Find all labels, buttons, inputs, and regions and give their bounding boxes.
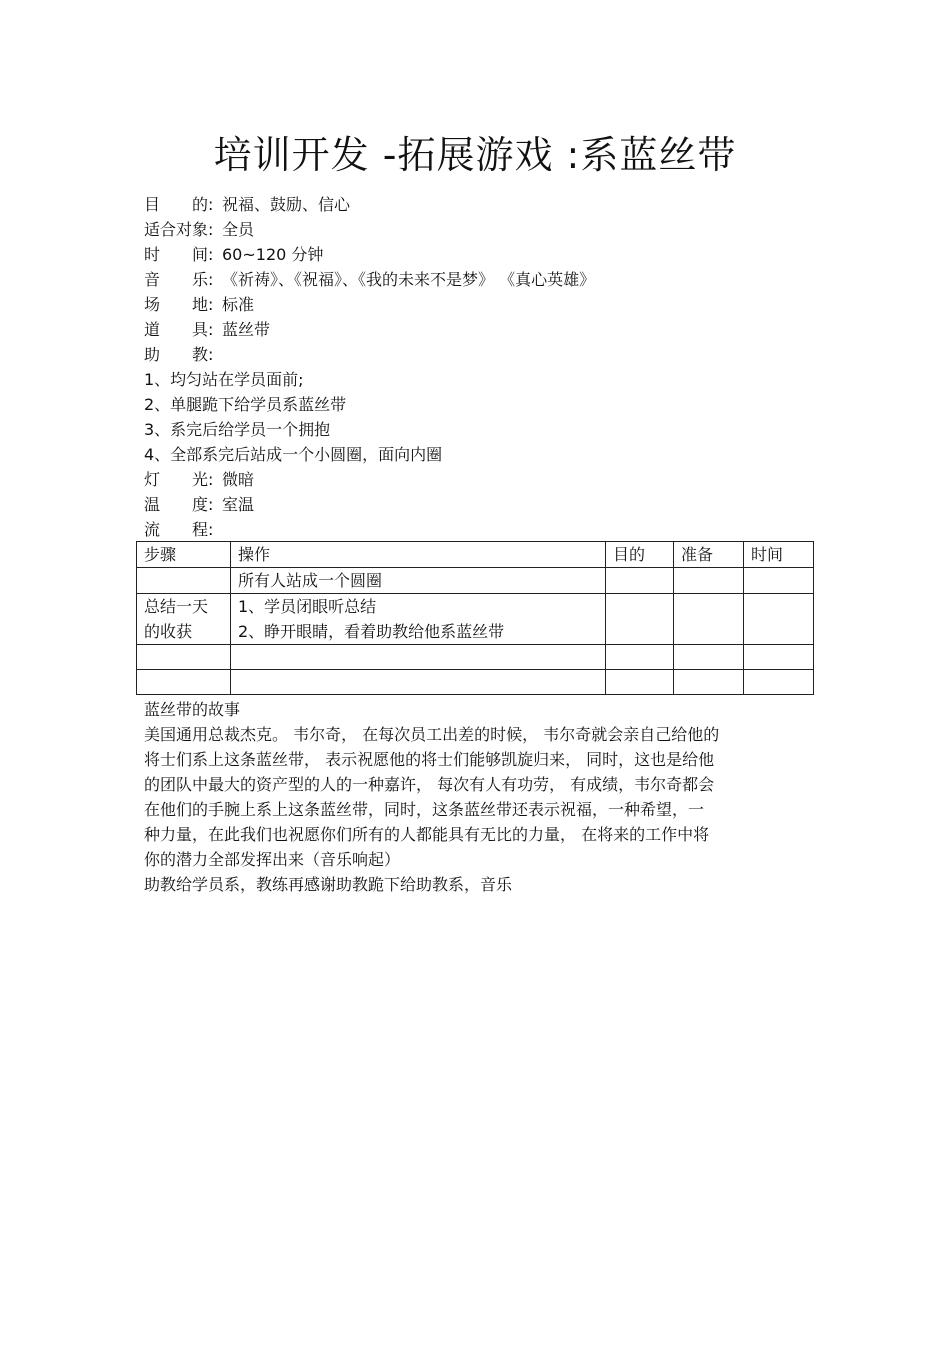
field-row-purpose [144,192,595,217]
step-item: 1、均匀站在学员面前; [144,370,304,389]
table-cell [137,670,231,695]
field-row-venue [144,292,595,317]
field-separator: : [208,520,214,539]
field-label: 场地 [144,295,208,314]
story-line: 将士们系上这条蓝丝带， 表示祝愿他的将士们能够凯旋归来， 同时，这也是给他 [144,750,715,769]
table-header-row [137,542,814,568]
story-closing: 助教给学员系，教练再感谢助教跪下给助教系，音乐 [144,875,513,894]
field-row-audience [144,217,595,242]
step-item: 2、单腿跪下给学员系蓝丝带 [144,395,347,414]
field-separator: : [208,195,214,214]
table-header-cell: 操作 [231,542,606,568]
field-value: 室温 [222,495,255,514]
table-row [137,568,814,594]
page-title: 培训开发 -拓展游戏 :系蓝丝带 [213,133,737,177]
table-cell [744,670,814,695]
field-label: 目的 [144,195,208,214]
field-label: 流程 [144,520,208,539]
table-cell [231,670,606,695]
story-line: 你的潜力全部发挥出来（音乐响起） [144,850,401,869]
field-label: 灯光 [144,470,208,489]
field-separator: : [208,270,214,289]
field-separator: : [208,320,214,339]
story-line: 种力量，在此我们也祝愿你们所有的人都能具有无比的力量， 在将来的工作中将 [144,825,710,844]
field-label: 音乐 [144,270,208,289]
table-cell [137,568,231,594]
info-fields [144,192,595,542]
table-row [137,645,814,670]
table-cell [606,568,674,594]
table-cell [744,594,814,645]
field-row-temperature [144,492,595,517]
table-header-cell: 目的 [606,542,674,568]
field-value: 全员 [222,220,255,239]
field-value: 标准 [222,295,255,314]
field-label: 助教 [144,345,208,364]
field-label: 道具 [144,320,208,339]
table-cell: 1、学员闭眼听总结 2、睁开眼睛，看着助教给他系蓝丝带 [231,594,606,645]
table-cell [231,645,606,670]
field-separator: : [208,245,214,264]
table-header-cell: 步骤 [137,542,231,568]
field-value: 祝福、鼓励、信心 [222,195,351,214]
story-line: 在他们的手腕上系上这条蓝丝带，同时，这条蓝丝带还表示祝福，一种希望，一 [144,800,705,819]
story-section [144,697,719,897]
field-row-time [144,242,595,267]
field-value: 60~120 分钟 [222,245,324,264]
field-separator: : [208,470,214,489]
table-cell: 所有人站成一个圆圈 [231,568,606,594]
table-cell: 总结一天 的收获 [137,594,231,645]
story-line: 美国通用总裁杰克。 韦尔奇， 在每次员工出差的时候， 韦尔奇就会亲自己给他的 [144,725,720,744]
table-header-cell: 准备 [674,542,744,568]
field-value: 蓝丝带 [222,320,271,339]
table-row [137,670,814,695]
field-separator: : [208,220,214,239]
field-value: 《祈祷》、《祝福》、《我的未来不是梦》 《真心英雄》 [222,270,596,289]
table-header-cell: 时间 [744,542,814,568]
table-cell [606,645,674,670]
table-cell [674,568,744,594]
story-heading: 蓝丝带的故事 [144,700,241,719]
story-line: 的团队中最大的资产型的人的一种嘉许， 每次有人有功劳， 有成绩，韦尔奇都会 [144,775,715,794]
field-separator: : [208,495,214,514]
table-cell [137,645,231,670]
table-cell [744,645,814,670]
field-row-music [144,267,595,292]
field-label: 适合对象 [144,220,209,239]
field-row-lighting [144,467,595,492]
field-row-process [144,517,595,542]
field-label: 温度 [144,495,208,514]
process-table [136,541,814,695]
field-separator: : [208,295,214,314]
table-cell [606,594,674,645]
table-cell [674,670,744,695]
table-row [137,594,814,645]
table-cell [744,568,814,594]
table-cell [674,645,744,670]
field-value: 微暗 [222,470,255,489]
step-item: 3、系完后给学员一个拥抱 [144,420,331,439]
step-item: 4、全部系完后站成一个小圆圈，面向内圈 [144,445,443,464]
table-cell [674,594,744,645]
field-row-props [144,317,595,342]
field-row-assistant [144,342,595,367]
field-label: 时间 [144,245,208,264]
table-cell [606,670,674,695]
field-separator: : [208,345,214,364]
